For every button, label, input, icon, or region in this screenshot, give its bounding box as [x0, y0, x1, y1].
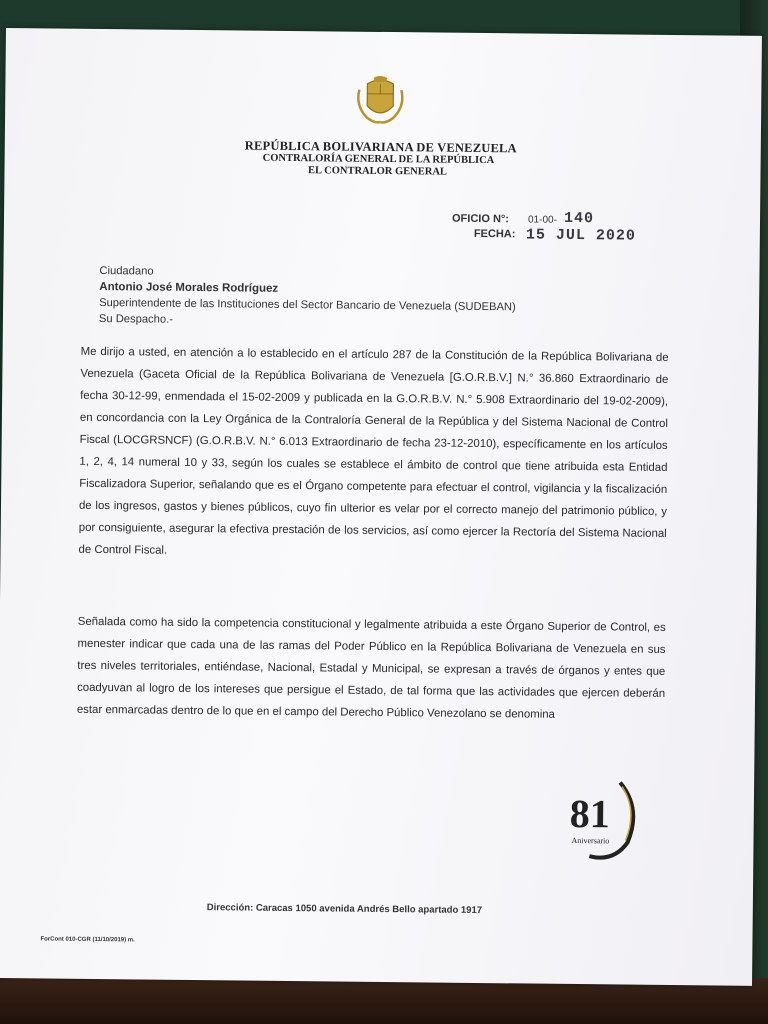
addressee-closing: Su Despacho.- [98, 312, 174, 326]
oficio-number-stamp: 140 [563, 209, 595, 228]
anniversary-badge [561, 778, 644, 865]
letter-page [0, 28, 762, 986]
anniversary-number: 81 [569, 790, 611, 837]
body-paragraph-1: Me dirijo a usted, en atención a lo establecido en el artículo 287 de la Constitución de la República Bolivariana de Venezuela (Gaceta Oficial de la República Bolivariana de Venezuela [G.O.R.B.V.] N.° 36.860 Extraordinario de fecha 30-12-99, enmendada el 15-02-2009 y publicada en la G.O.R.B.V. N.° 5.908 Extraordinario del 19-02-2009), en concordancia con la Ley Orgánica de la Contraloría General de la República y del Sistema Nacional de Control Fiscal (LOCGRSNCF) (G.O.R.B.V. N.° 6.013 Extraordinario de fecha 23-12-2010), específicamente en los artículos 1, 2, 4, 14 numeral 10 y 33, según los cuales se establece el ámbito de control que tiene atribuida esta Entidad Fiscalizadora Superior, señalando que es el Órgano competente para efectuar el control, vigilancia y la fiscalización de los ingresos, gastos y bienes públicos, cuyo fin ulterior es velar por el correcto manejo del patrimonio público, y por consiguiente, asegurar la efectiva prestación de los servicios, así como ejercer la Rectoría del Sistema Nacional de Control Fiscal. [78, 345, 669, 557]
oficio-label: OFICIO N°: [451, 212, 510, 226]
letterhead-contralor: EL CONTRALOR GENERAL [308, 165, 447, 178]
body-paragraph-2: Señalada como ha sido la competencia constitucional y legalmente atribuida a este Órgano Superior de Control, es menester indicar que cada una de las ramas del Poder Público en la República Bolivariana de Venezuela en sus tres niveles territoriales, entiéndase, Nacional, Estadal y Municipal, se expresan a través de órganos y entes que coadyuvan al logro de los intereses que persigue el Estado, de tal forma que las actividades que ejercen deberán estar enmarcadas dentro de lo que en el campo del Derecho Público Venezolano se denomina [76, 615, 666, 721]
addressee-name: Antonio José Morales Rodríguez [99, 280, 279, 295]
footer-address: Dirección: Caracas 1050 avenida Andrés Bello apartado 1917 [206, 902, 483, 917]
oficio-prefix: 01-00- [527, 214, 557, 226]
table-edge [0, 978, 768, 1024]
form-code: ForCont 010-CGR (11/10/2019) m. [40, 936, 135, 944]
anniversary-label: Aniversario [571, 835, 610, 846]
fecha-label: FECHA: [473, 227, 516, 241]
fecha-stamp: 15 JUL 2020 [525, 226, 636, 245]
addressee-title: Superintendente de las Instituciones del Sector Bancario de Venezuela (SUDEBAN) [99, 296, 516, 314]
addressee-salutation: Ciudadano [99, 264, 154, 278]
letterhead-contraloria: CONTRALORÍA GENERAL DE LA REPÚBLICA [262, 152, 495, 167]
coat-of-arms-icon [353, 76, 408, 129]
letterhead-republic: REPÚBLICA BOLIVARIANA DE VENEZUELA [244, 138, 517, 156]
